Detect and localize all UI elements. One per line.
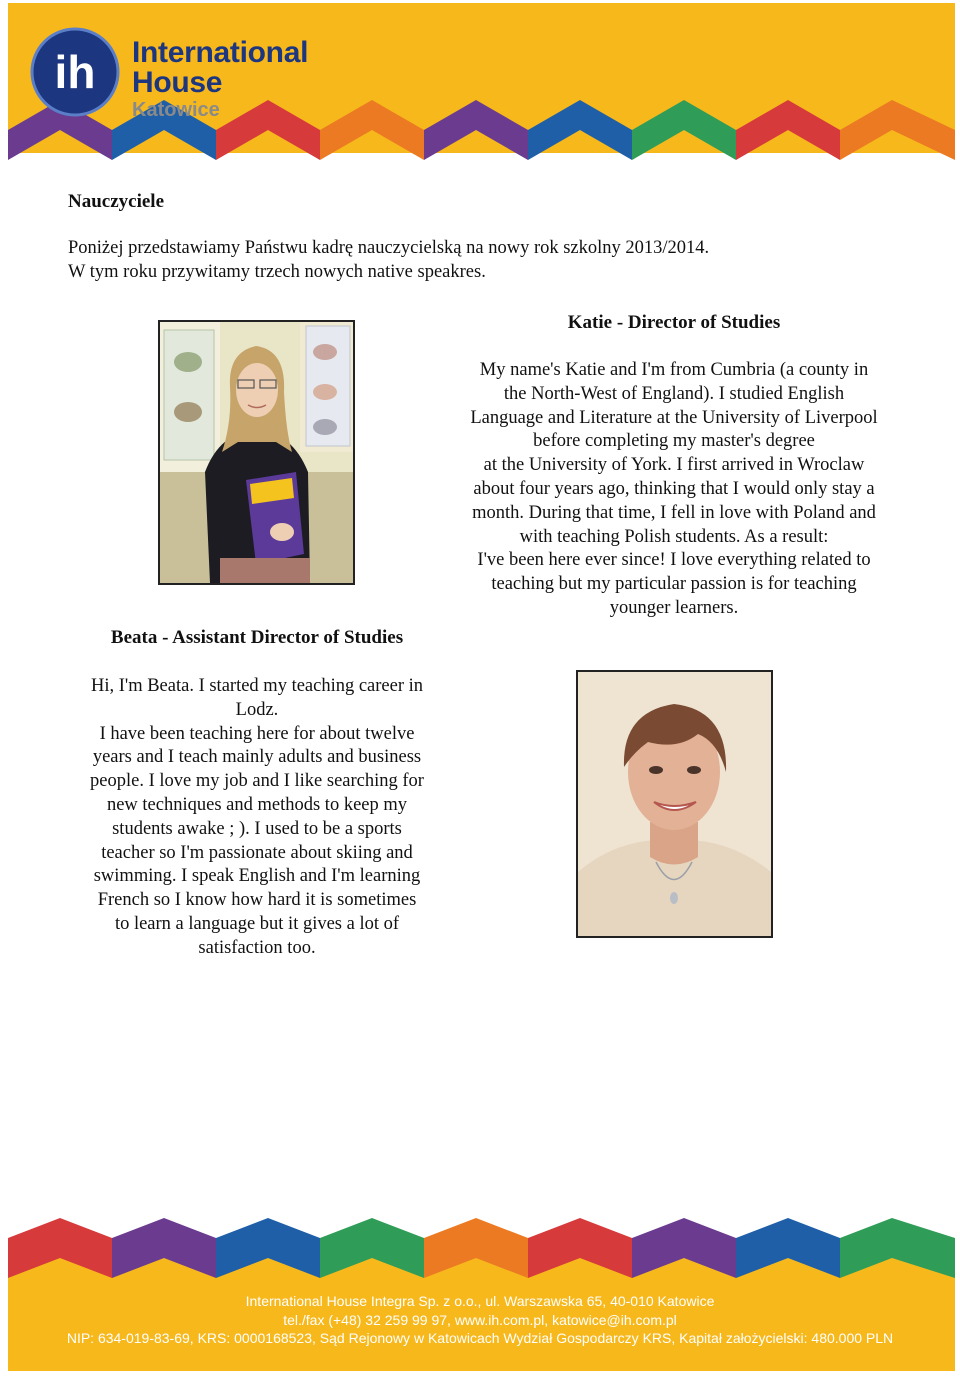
- intro-line: W tym roku przywitamy trzech nowych native speakres.: [68, 261, 486, 282]
- bio-line: French so I know how hard it is sometimes: [97, 890, 417, 911]
- bio-line: teaching but my particular passion is for teaching: [491, 574, 857, 595]
- logo-mark: ih: [54, 46, 96, 98]
- bio-line: Lodz.: [235, 699, 279, 720]
- bio-line: the North-West of England). I studied English: [503, 383, 845, 404]
- footer-registration: NIP: 634-019-83-69, KRS: 0000168523, Sąd Rejonowy w Katowicach Wydział Gospodarczy KRS, Kapitał założycielski: 480.000 PLN: [66, 1330, 894, 1346]
- footer-contact: [0, 1292, 960, 1348]
- footer-address: International House Integra Sp. z o.o., ul. Warszawska 65, 40-010 Katowice: [245, 1293, 715, 1309]
- bio-line: younger learners.: [609, 597, 739, 618]
- bio-line: My name's Katie and I'm from Cumbria (a county in: [479, 360, 869, 380]
- intro-paragraph: [68, 237, 868, 285]
- logo-line-katowice: Katowice: [132, 99, 220, 121]
- katie-title: Katie - Director of Studies: [567, 312, 781, 333]
- bio-line: students awake ; ). I used to be a sports: [112, 818, 402, 839]
- bio-line: Hi, I'm Beata. I started my teaching career in: [90, 676, 424, 696]
- logo-line-international: International: [132, 36, 309, 69]
- katie-photo-graphic: [578, 672, 771, 936]
- katie-photo: [576, 670, 773, 938]
- bio-line: to learn a language but it gives a lot of: [114, 913, 400, 934]
- bio-line: before completing my master's degree: [533, 431, 815, 452]
- bio-line: I have been teaching here for about twelve: [99, 723, 415, 744]
- logo-wordmark: [132, 38, 308, 120]
- bio-line: new techniques and methods to keep my: [106, 794, 408, 815]
- bio-line: with teaching Polish students. As a result:: [519, 526, 829, 547]
- bio-line: about four years ago, thinking that I would only stay a: [473, 478, 875, 499]
- beata-bio: [66, 675, 448, 961]
- logo-line-house: House: [132, 66, 223, 99]
- bio-line: satisfaction too.: [198, 937, 316, 958]
- beata-title: Beata - Assistant Director of Studies: [110, 627, 404, 648]
- bio-line: Language and Literature at the University of Liverpool: [470, 407, 878, 428]
- bio-line: teacher so I'm passionate about skiing and: [101, 842, 413, 863]
- beata-photo-graphic: [160, 322, 353, 583]
- intro-line: Poniżej przedstawiamy Państwu kadrę nauczycielską na nowy rok szkolny 2013/2014.: [68, 238, 710, 258]
- bio-line: swimming. I speak English and I'm learning: [93, 866, 421, 887]
- footer-phone-web-email: tel./fax (+48) 32 259 99 97, www.ih.com.pl, katowice@ih.com.pl: [283, 1311, 677, 1328]
- page-title: Nauczyciele: [68, 191, 165, 212]
- bio-line: people. I love my job and I like searching for: [90, 771, 424, 792]
- bio-line: month. During that time, I fell in love with Poland and: [472, 502, 876, 523]
- beata-photo: [158, 320, 355, 585]
- bio-line: I've been here ever since! I love everything related to: [477, 550, 871, 571]
- katie-bio: [448, 359, 900, 621]
- bio-line: at the University of York. I first arrived in Wroclaw: [483, 455, 865, 476]
- bio-line: years and I teach mainly adults and business: [92, 747, 422, 768]
